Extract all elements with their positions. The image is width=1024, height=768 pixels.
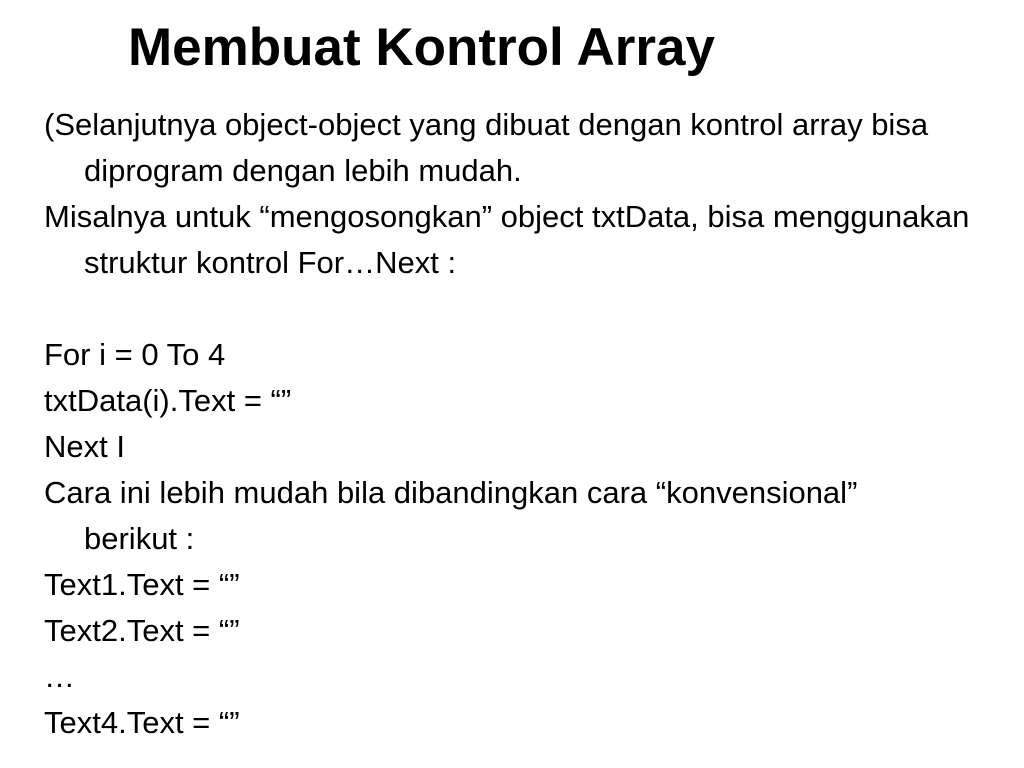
- blank-line: [44, 286, 1004, 332]
- paragraph-comparison: Cara ini lebih mudah bila dibandingkan cara “konvensional” berikut :: [44, 475, 858, 556]
- paragraph-intro: (Selanjutnya object-object yang dibuat dengan kontrol array bisa diprogram dengan lebih mudah.: [44, 107, 929, 188]
- code-line-text1: Text1.Text = “”: [44, 567, 240, 602]
- code-line-for: For i = 0 To 4: [44, 337, 226, 372]
- code-line-assign: txtData(i).Text = “”: [44, 383, 292, 418]
- code-line-next: Next I: [44, 429, 125, 464]
- slide-title: Membuat Kontrol Array: [128, 18, 715, 77]
- paragraph-example: Misalnya untuk “mengosongkan” object txtData, bisa menggunakan struktur kontrol For…Next :: [44, 199, 970, 280]
- code-line-ellipsis: …: [44, 659, 75, 694]
- code-line-text4: Text4.Text = “”: [44, 705, 240, 740]
- slide-body: [44, 102, 1004, 746]
- code-line-text2: Text2.Text = “”: [44, 613, 240, 648]
